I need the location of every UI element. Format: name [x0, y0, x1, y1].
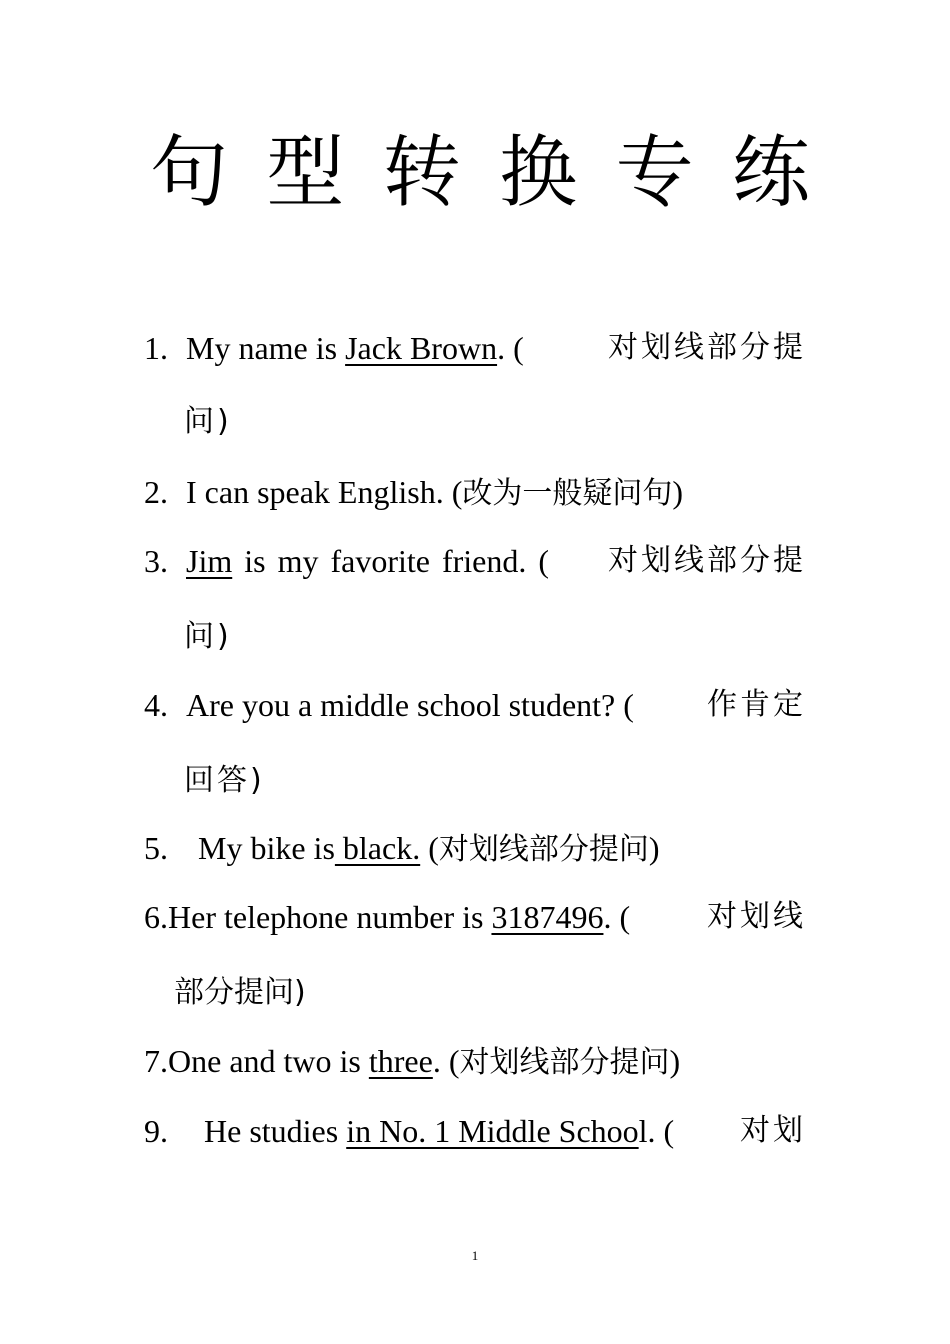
exercise-line-continued	[174, 973, 306, 1011]
item-text: . (	[497, 330, 524, 366]
item-number: 7.	[144, 1043, 168, 1079]
item-number: 9.	[144, 1113, 168, 1149]
exercise-line	[144, 899, 806, 935]
item-text: )	[669, 1043, 681, 1079]
item-text: . (	[603, 899, 631, 935]
item-text: l. (	[638, 1113, 675, 1149]
instruction-text: 作肯定	[707, 687, 806, 722]
title-char: 转	[382, 128, 461, 218]
title-char: 练	[731, 128, 810, 218]
item-text: . (	[432, 1043, 460, 1079]
underlined-text: Jack Brown	[345, 330, 498, 366]
item-number: 4.	[144, 687, 168, 723]
item-text: (	[420, 830, 439, 866]
instruction-text: 改为一般疑问句	[462, 476, 673, 511]
instruction-text: 对划线	[707, 899, 806, 934]
item-text: He studies	[204, 1113, 347, 1149]
instruction-text: 对划	[740, 1113, 806, 1148]
exercise-line-continued	[184, 402, 232, 440]
title-char: 句	[150, 128, 229, 218]
underlined-text: black.	[334, 830, 421, 866]
instruction-text: 问)	[184, 404, 232, 439]
instruction-text: 部分提问)	[174, 975, 306, 1010]
title-char: 专	[615, 128, 694, 218]
item-number: 2.	[144, 474, 168, 510]
item-text: My bike is	[198, 830, 335, 866]
exercise-line	[144, 687, 806, 723]
item-number: 5.	[144, 830, 168, 866]
underlined-text: 3187496	[491, 899, 604, 935]
underlined-text: Jim	[186, 543, 233, 579]
page-title	[150, 128, 810, 218]
instruction-text: 对划线部分提	[608, 543, 806, 578]
exercise-line	[144, 1113, 806, 1149]
exercise-line	[144, 543, 806, 579]
exercise-line	[144, 330, 806, 366]
item-text: My name is	[186, 330, 346, 366]
exercise-line	[144, 474, 683, 512]
page-number: 1	[471, 1248, 479, 1263]
item-text: Her telephone number is	[168, 899, 492, 935]
exercise-line-continued	[184, 761, 265, 799]
item-number: 3.	[144, 543, 168, 579]
item-text: One and two is	[168, 1043, 369, 1079]
instruction-text: 对划线部分提问	[459, 1045, 670, 1080]
title-char: 型	[266, 128, 345, 218]
item-text: )	[672, 474, 684, 510]
item-text: is my favorite friend. (	[232, 543, 550, 579]
exercise-line	[144, 1043, 680, 1081]
instruction-text: 问)	[184, 619, 232, 654]
exercise-line-continued	[184, 617, 232, 655]
item-number: 1.	[144, 330, 168, 366]
instruction-text: 对划线部分提	[608, 330, 806, 365]
instruction-text: 回答)	[184, 763, 265, 798]
instruction-text: 对划线部分提问	[438, 832, 649, 867]
underlined-text: in No. 1 Middle Schoo	[346, 1113, 639, 1149]
underlined-text: three	[368, 1043, 433, 1079]
item-text: )	[648, 830, 660, 866]
item-text: I can speak English. (	[186, 474, 463, 510]
item-text: Are you a middle school student? (	[186, 687, 634, 723]
title-char: 换	[499, 128, 578, 218]
item-number: 6.	[144, 899, 168, 935]
exercise-line	[144, 830, 660, 868]
